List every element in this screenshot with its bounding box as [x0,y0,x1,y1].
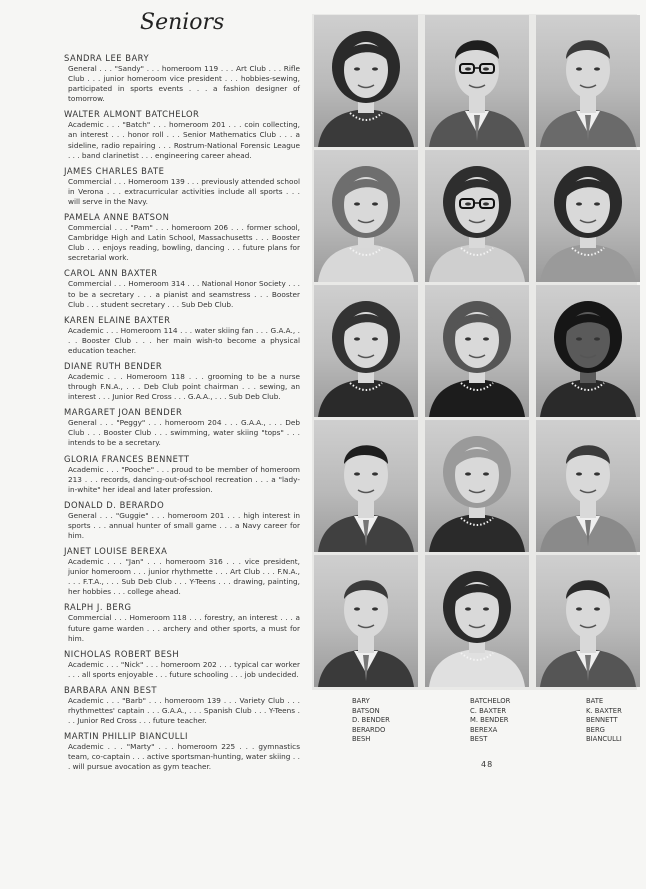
senior-name: WALTER ALMONT BATCHELOR [64,109,200,120]
portrait-besh [314,555,418,687]
senior-description: Academic . . . "Pooche" . . . proud to be member of homeroom 213 . . . records, dancing-out-of-school recreation . . . a "lady-in-white" her ideal and later profession. [68,464,300,494]
photo-caption: BERARDO [352,725,386,734]
senior-entry [64,546,300,597]
photo-caption: C. BAXTER [470,706,507,715]
senior-name: DIANE RUTH BENDER [64,360,163,371]
senior-description: Academic . . . "Batch" . . . homeroom 201 . . . coin collecting, an interest . . . honor roll . . . Senior Mathematics Club . . . a sideline, radio repairing . . . Rostrum-National Forensic League . . . band clarinetist . . . engineering career ahead. [68,120,300,160]
senior-name: DONALD D. BERARDO [64,499,165,510]
photo-caption: M. BENDER [470,716,509,725]
senior-description: Academic . . . "Marty" . . . homeroom 225 . . . gymnastics team, co-captain . . . active sportsman-hunting, water skiing . . . will pursue avocation as gym teacher. [68,742,300,772]
page-title: Seniors [140,10,225,35]
caption-column-right [586,697,622,745]
senior-name: JANET LOUISE BEREXA [64,546,168,557]
senior-description: General . . . "Guggie" . . . homeroom 201 . . . high interest in sports . . . annual hunter of small game . . . a Navy career for him. [68,510,300,540]
senior-entry [64,602,300,643]
senior-name: SANDRA LEE BARY [64,53,150,63]
senior-entry [64,361,300,402]
photo-caption: BATCHELOR [470,697,511,705]
senior-description: Academic . . . "Nick" . . . homeroom 202 . . . typical car worker . . . all sports enjoyable . . . future schooling . . . job undecided. [68,659,300,679]
senior-description: Academic . . . "Barb" . . . homeroom 139 . . . Variety Club . . . rhythmettes' captain . . . G.A.A., . . . Spanish Club . . . Y-Teens . . . Junior Red Cross . . . future teacher. [68,695,300,726]
senior-name: MARGARET JOAN BENDER [64,407,183,418]
senior-name: CAROL ANN BAXTER [64,268,158,279]
portrait-bianculli [536,555,640,687]
portrait-bary [314,15,418,147]
senior-description: Commercial . . . Homeroom 314 . . . National Honor Society . . . to be a secretary . . . a pianist and seamstress . . . Booster Club . . . student secretary . . . Sub Deb Club. [68,279,300,309]
senior-entry [64,649,300,680]
portrait-bennett [536,285,640,417]
senior-name: RALPH J. BERG [64,602,132,613]
portrait-k-baxter [536,150,640,282]
senior-entry [64,407,300,448]
senior-entries-list [64,53,300,778]
portrait-best [425,555,529,687]
senior-name: NICHOLAS ROBERT BESH [64,648,180,659]
senior-description: Academic . . . Homeroom 114 . . . water skiing fan . . . G.A.A., . . . Booster Club . . . her main wish-to become a physical education teacher. [68,325,300,355]
photo-caption: BESH [352,735,371,744]
senior-entry [64,685,300,726]
senior-description: Commercial . . . Homeroom 139 . . . previously attended school in Verona . . . extracurricular activities include all sports . . . will serve in the Navy. [68,176,300,206]
senior-entry [64,454,300,495]
senior-description: General . . . "Sandy" . . . homeroom 119 . . . Art Club . . . Rifle Club . . . junior homeroom vice president . . . hobbies-sewing, participated in sports events . . . a fashion designer of tomorrow. [68,64,300,104]
photo-caption: BATSON [352,706,380,715]
photo-caption: BATE [586,697,604,705]
photo-caption: D. BENDER [352,716,390,725]
photo-caption: BARY [352,697,370,705]
senior-name: GLORIA FRANCES BENNETT [64,453,190,464]
senior-entry [64,731,300,772]
photo-caption: BIANCULLI [586,735,622,744]
page-number: 48 [481,760,494,769]
portrait-batchelor [425,15,529,147]
photo-caption: K. BAXTER [586,706,622,715]
caption-column-left [352,697,390,745]
senior-description: Commercial . . . "Pam" . . . homeroom 206 . . . former school, Cambridge High and Latin School, Massachusetts . . . Booster Club . . . enjoys reading, bowling, dancing . . . future plans for secretarial work. [68,223,300,263]
portrait-bate [536,15,640,147]
senior-entry [64,500,300,541]
senior-name: BARBARA ANN BEST [64,684,158,695]
portrait-grid [312,14,637,690]
senior-description: General . . . "Peggy" . . . homeroom 204 . . . G.A.A., . . . Deb Club . . . Booster Club . . . swimming, water skiing "tops" . . . intends to be a secretary. [68,418,300,448]
caption-column-middle [470,697,510,745]
portrait-berg [536,420,640,552]
senior-description: Commercial . . . Homeroom 118 . . . forestry, an interest . . . a future game warden . . . archery and other sports, a must for him. [68,613,300,643]
senior-entry [64,268,300,309]
senior-name: MARTIN PHILLIP BIANCULLI [64,731,188,742]
portrait-berexa [425,420,529,552]
senior-entry [64,212,300,263]
senior-entry [64,315,300,356]
portrait-d-bender [314,285,418,417]
senior-entry [64,166,300,207]
senior-entry [64,53,300,104]
photo-caption: BERG [586,725,605,734]
senior-description: Academic . . . Homeroom 118 . . . grooming to be a nurse through F.N.A., . . . Deb Club point chairman . . . sewing, an interest . . . Junior Red Cross . . . G.A.A., . . . Sub Deb Club. [68,371,300,402]
photo-caption: BEREXA [470,725,498,734]
photo-caption: BEST [470,735,488,744]
photo-caption: BENNETT [586,716,618,725]
portrait-batson [314,150,418,282]
portrait-c-baxter [425,150,529,282]
senior-name: JAMES CHARLES BATE [64,165,165,176]
senior-entry [64,109,300,160]
portrait-berardo [314,420,418,552]
portrait-m-bender [425,285,529,417]
senior-name: PAMELA ANNE BATSON [64,212,170,223]
senior-description: Academic . . . "Jan" . . . homeroom 316 . . . vice president, junior homeroom . . . junior rhythmette . . . Art Club . . . F.N.A., . . . F.T.A., . . . Sub Deb Club . . . Y-Teens . . . drawing, painting, her hobbies . . . college ahead. [68,557,300,597]
senior-name: KAREN ELAINE BAXTER [64,314,171,325]
